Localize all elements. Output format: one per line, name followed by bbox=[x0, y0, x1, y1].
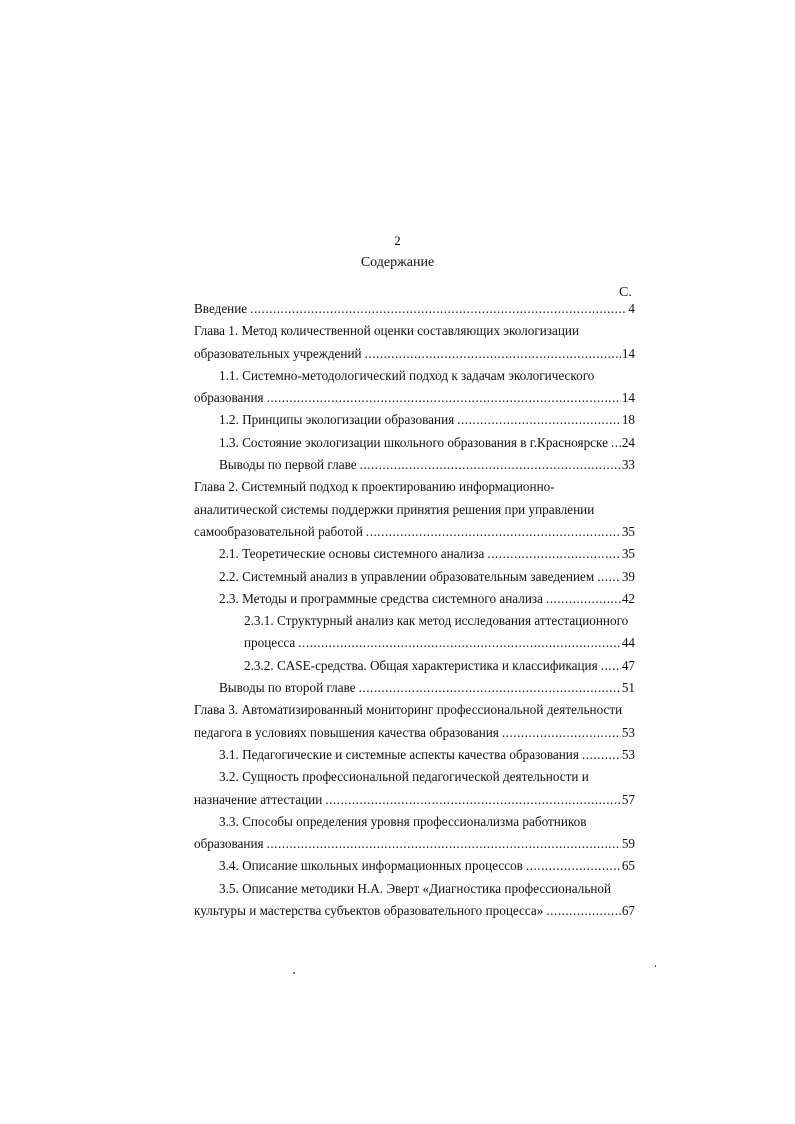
toc-entry bbox=[194, 566, 635, 588]
toc-entry-page: 65 bbox=[621, 858, 635, 874]
toc-entry-title: Глава 1. Метод количественной оценки составляющих экологизации bbox=[194, 323, 580, 339]
toc-entry-title: образования bbox=[194, 390, 264, 406]
toc-entry-title: культуры и мастерства субъектов образовательного процесса» bbox=[194, 903, 544, 919]
dot-leader bbox=[365, 343, 621, 365]
toc-entry bbox=[194, 409, 635, 431]
toc-entry bbox=[194, 878, 635, 923]
toc-entry bbox=[194, 699, 635, 744]
dot-leader bbox=[250, 298, 627, 320]
toc-entry bbox=[194, 543, 635, 565]
toc-entry-page: 4 bbox=[628, 301, 635, 316]
toc-entry-title: Глава 3. Автоматизированный мониторинг профессиональной деятельности bbox=[194, 702, 623, 718]
toc-entry-title: педагога в условиях повышения качества образования bbox=[194, 724, 499, 740]
page-title: Содержание bbox=[360, 255, 435, 270]
toc-entry bbox=[194, 588, 635, 610]
toc-entry-title: Выводы по второй главе bbox=[219, 680, 356, 696]
toc-entry-title: Введение bbox=[194, 301, 248, 316]
toc-entry-page: 35 bbox=[621, 546, 635, 562]
toc-entry-title: самообразовательной работой bbox=[194, 523, 363, 539]
toc-entry-title: 3.2. Сущность профессиональной педагогической деятельности и bbox=[219, 769, 589, 785]
toc-entry-page: 59 bbox=[621, 836, 635, 852]
toc-entry-page: 39 bbox=[621, 568, 635, 584]
toc-entry-title: 1.3. Состояние экологизации школьного образования в г.Красноярске bbox=[219, 434, 608, 450]
toc-entry bbox=[194, 655, 635, 677]
scan-speck bbox=[293, 972, 295, 974]
dot-leader bbox=[611, 432, 621, 454]
toc-entry-title: 3.4. Описание школьных информационных процессов bbox=[219, 858, 523, 874]
toc-entry bbox=[194, 766, 635, 811]
toc-entry-page: 44 bbox=[621, 635, 635, 651]
toc-entry-page: 57 bbox=[621, 791, 635, 807]
dot-leader bbox=[597, 566, 621, 588]
toc-entry-title: 3.3. Способы определения уровня профессионализма работников bbox=[219, 813, 587, 829]
toc-entry-page: 51 bbox=[621, 680, 635, 696]
dot-leader bbox=[582, 744, 621, 766]
toc-entry-title: 3.1. Педагогические и системные аспекты качества образования bbox=[219, 746, 579, 762]
toc-entry-title: 2.2. Системный анализ в управлении образовательным заведением bbox=[219, 568, 595, 584]
dot-leader bbox=[502, 722, 621, 744]
toc-entry bbox=[194, 365, 635, 410]
page-column-header: С. bbox=[619, 285, 632, 300]
toc-entry-title: образования bbox=[194, 836, 264, 852]
toc-entry bbox=[194, 476, 635, 543]
toc-entry bbox=[194, 320, 635, 365]
table-of-contents bbox=[194, 298, 635, 922]
toc-entry-title: 2.3. Методы и программные средства системного анализа bbox=[219, 590, 543, 606]
toc-entry-page: 33 bbox=[621, 457, 635, 473]
toc-entry-page: 24 bbox=[621, 434, 635, 450]
dot-leader bbox=[267, 833, 621, 855]
toc-entry-title: 2.3.2. CASE-средства. Общая характеристика и классификация bbox=[244, 657, 598, 673]
dot-leader bbox=[546, 900, 620, 922]
toc-entry-page: 18 bbox=[621, 412, 635, 428]
dot-leader bbox=[601, 655, 621, 677]
toc-entry bbox=[194, 432, 635, 454]
toc-entry-page: 35 bbox=[621, 523, 635, 539]
toc-entry-title: 1.2. Принципы экологизации образования bbox=[219, 412, 455, 428]
dot-leader bbox=[366, 521, 621, 543]
dot-leader bbox=[546, 588, 621, 610]
toc-entry bbox=[194, 677, 635, 699]
toc-entry bbox=[194, 298, 635, 320]
dot-leader bbox=[267, 387, 621, 409]
toc-entry bbox=[194, 454, 635, 476]
toc-entry-page: 47 bbox=[621, 657, 635, 673]
toc-entry-title: 2.1. Теоретические основы системного анализа bbox=[219, 546, 485, 562]
toc-entry-page: 14 bbox=[621, 345, 635, 361]
toc-entry-title: образовательных учреждений bbox=[194, 345, 362, 361]
toc-entry bbox=[194, 855, 635, 877]
toc-entry-title: 2.3.1. Структурный анализ как метод исследования аттестационного bbox=[244, 613, 629, 629]
toc-entry-title: процесса bbox=[244, 635, 296, 651]
toc-entry-page: 53 bbox=[621, 746, 635, 762]
toc-entry-page: 67 bbox=[621, 903, 635, 919]
toc-entry bbox=[194, 811, 635, 856]
scan-speck bbox=[655, 965, 656, 967]
page-number: 2 bbox=[394, 233, 401, 248]
toc-entry-title: Глава 2. Системный подход к проектированию информационно- bbox=[194, 479, 555, 495]
dot-leader bbox=[487, 543, 620, 565]
toc-entry-title: Выводы по первой главе bbox=[219, 457, 357, 473]
toc-entry-title: 1.1. Системно-методологический подход к задачам экологического bbox=[219, 367, 595, 383]
toc-entry-page: 14 bbox=[621, 390, 635, 406]
toc-entry bbox=[194, 610, 635, 655]
toc-entry bbox=[194, 744, 635, 766]
toc-entry-title: назначение аттестации bbox=[194, 791, 323, 807]
toc-entry-page: 53 bbox=[621, 724, 635, 740]
toc-entry-page: 42 bbox=[621, 590, 635, 606]
toc-entry-title: 3.5. Описание методики Н.А. Эверт «Диагностика профессиональной bbox=[219, 880, 612, 896]
dot-leader bbox=[526, 855, 621, 877]
dot-leader bbox=[359, 677, 621, 699]
toc-entry-title: аналитической системы поддержки принятия решения при управлении bbox=[194, 501, 595, 517]
dot-leader bbox=[457, 409, 621, 431]
dot-leader bbox=[298, 632, 621, 654]
dot-leader bbox=[325, 789, 621, 811]
dot-leader bbox=[360, 454, 621, 476]
